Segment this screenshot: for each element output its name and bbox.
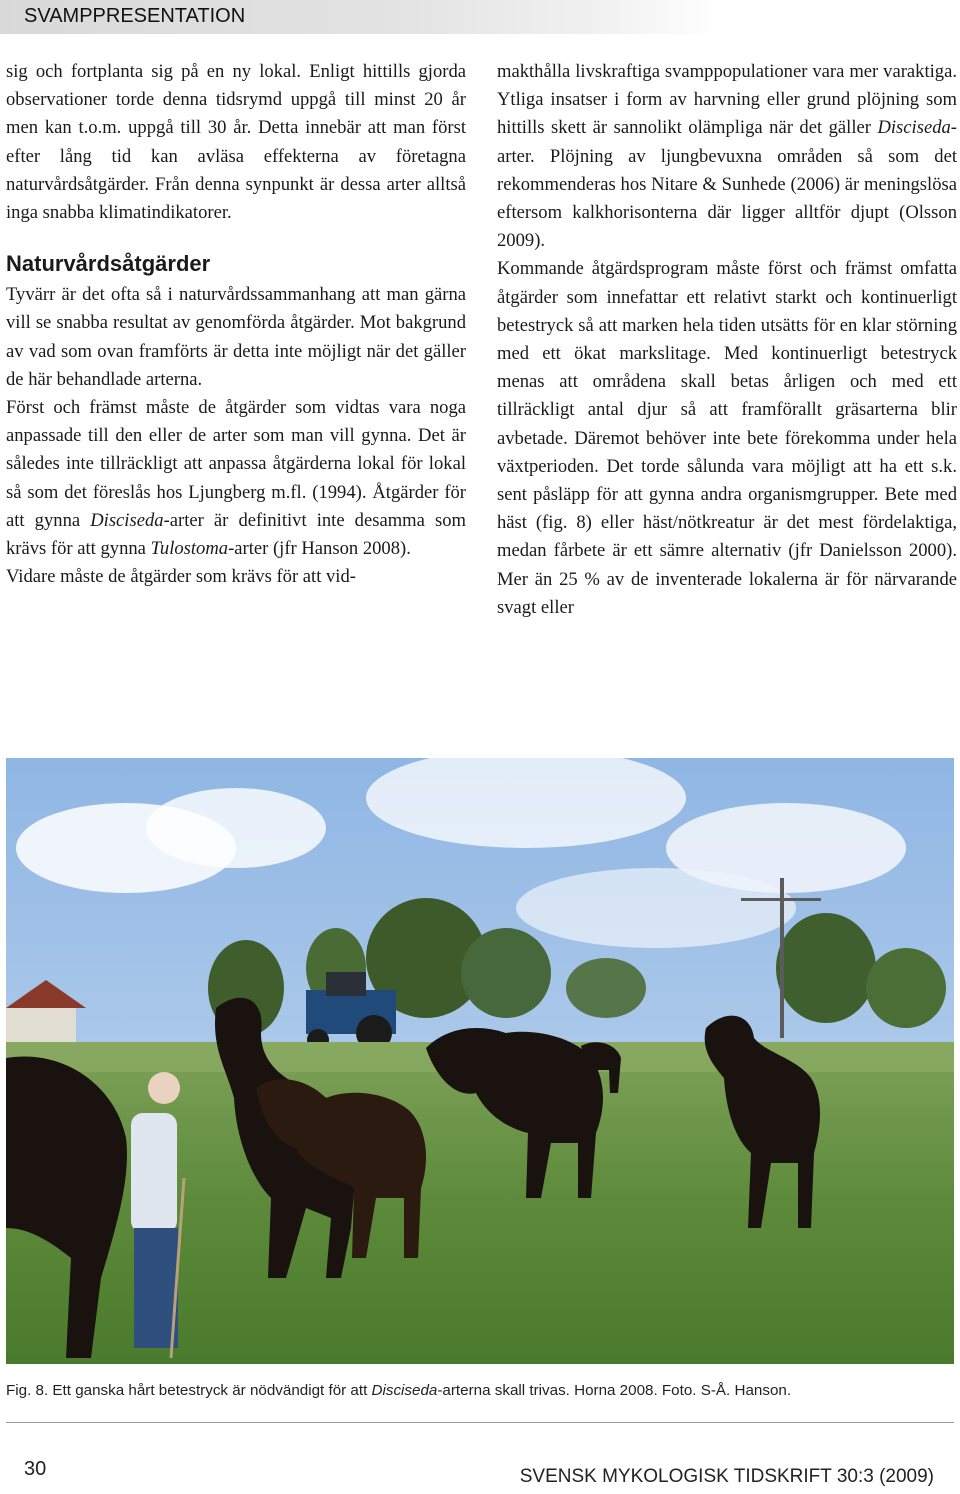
right-column bbox=[497, 58, 957, 622]
paragraph: makthålla livskraftiga svamppopulationer vara mer varaktiga. Ytliga insatser i form av harvning eller grund plöjning som hittills skett är sannolikt olämpliga när det gäller Disciseda-arter. Plöjning av ljungbevuxna områden så som det rekommenderas hos Nitare & Sunhede (2006) är meningslösa eftersom kalkhorisonterna där ligger alltför djupt (Olsson 2009). bbox=[497, 61, 957, 252]
figure-caption: Fig. 8. Ett ganska hårt betestryck är nödvändigt för att Disciseda-arterna skall trivas. Horna 2008. Foto. S-Å. Hanson. bbox=[6, 1382, 792, 1399]
left-column bbox=[6, 58, 466, 591]
section-header-bar bbox=[0, 0, 720, 34]
species-name: Disciseda bbox=[371, 1382, 438, 1399]
paragraph: Först och främst måste de åtgärder som vidtas vara noga anpassade till den eller de arter som man vill gynna. Det är således inte tillräckligt att anpassa åtgärderna lokal för lokal så som det föreslås hos Ljungberg m.fl. (1994). Åtgärder för att gynna Disciseda-arter är definitivt inte desamma som krävs för att gynna Tulostoma-arter (jfr Hanson 2008). bbox=[6, 397, 466, 560]
paragraph: Tyvärr är det ofta så i naturvårdssammanhang att man gärna vill se snabba resultat av genomförda åtgärder. Mot bakgrund av vad som ovan framförts är detta inte möjligt när det gäller de här behandlade arterna. bbox=[6, 284, 466, 390]
species-name: Tulostoma bbox=[150, 538, 229, 560]
section-title: SVAMPPRESENTATION bbox=[24, 5, 246, 27]
footer-divider bbox=[6, 1422, 954, 1423]
journal-name: SVENSK MYKOLOGISK TIDSKRIFT 30:3 (2009) bbox=[519, 1466, 934, 1487]
page-number: 30 bbox=[24, 1458, 47, 1480]
paragraph: sig och fortplanta sig på en ny lokal. Enligt hittills gjorda observationer torde denna tidsrymd uppgå till minst 20 år men kan t.o.m. uppgå till 30 år. Detta innebär att man först efter lång tid kan avläsa effekterna av företagna naturvårdsåtgärder. Från denna synpunkt är dessa arter alltså inga snabba klimatindikatorer. bbox=[6, 61, 466, 224]
species-name: Disciseda bbox=[90, 509, 164, 531]
species-name: Disciseda bbox=[877, 117, 951, 139]
paragraph: Vidare måste de åtgärder som krävs för att vid- bbox=[6, 566, 356, 588]
figure-photo-horses bbox=[6, 758, 954, 1364]
paragraph: Kommande åtgärdsprogram måste först och främst omfatta åtgärder som innefattar ett relativt starkt och kontinuerligt betestryck så att marken hela tiden utsätts för en klar störning med ett ökat markslitage. Med kontinuerligt betestryck menas att områdena skall betas årligen och med ett tillräckligt antal djur så att framförallt gräsarterna blir avbetade. Däremot behöver inte bete förekomma under hela växtperioden. Det torde sålunda vara möjligt att ha ett s.k. sent påsläpp för att gynna andra organismgrupper. Bete med häst (fig. 8) eller häst/nötkreatur är det mest fördelaktiga, medan fårbete är ett sämre alternativ (jfr Danielsson 2000). Mer än 25 % av de inventerade lokalerna är för närvarande svagt eller bbox=[497, 258, 957, 618]
section-heading: Naturvårdsåtgärder bbox=[6, 251, 211, 277]
